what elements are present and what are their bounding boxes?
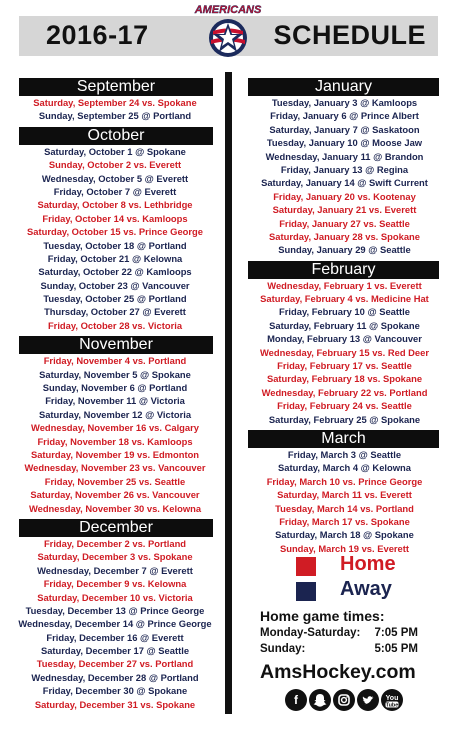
- legend-home: [296, 555, 436, 577]
- svg-text:You: You: [385, 695, 399, 702]
- logo-emblem-icon: [185, 4, 271, 64]
- game-entry: Wednesday, February 22 vs. Portland: [261, 386, 428, 398]
- schedule-title: SCHEDULE: [273, 20, 426, 50]
- svg-text:Tube: Tube: [385, 702, 399, 709]
- game-entry: Monday, February 13 @ Vancouver: [267, 333, 422, 345]
- season-year: 2016-17: [46, 20, 149, 50]
- game-entry: Friday, December 16 @ Everett: [46, 631, 184, 643]
- youtube-icon[interactable]: [381, 689, 403, 711]
- game-entry: Saturday, September 24 vs. Spokane: [33, 97, 197, 108]
- game-entry: Saturday, October 1 @ Spokane: [44, 145, 186, 157]
- game-time-value: 7:05 PM: [374, 627, 418, 639]
- game-entry: Sunday, October 23 @ Vancouver: [40, 279, 190, 291]
- game-entry: Friday, January 27 vs. Seattle: [279, 217, 410, 229]
- game-entry: Saturday, February 18 vs. Spokane: [266, 373, 423, 385]
- logo-wordmark: AMERICANS: [194, 4, 262, 16]
- game-time-label: Sunday:: [260, 643, 306, 655]
- game-entry: Friday, November 11 @ Victoria: [45, 395, 185, 407]
- game-entry: Tuesday, October 18 @ Portland: [43, 239, 187, 251]
- game-entry: Tuesday, January 10 @ Moose Jaw: [266, 137, 423, 149]
- game-entry: Sunday, January 29 @ Seattle: [278, 244, 411, 256]
- month-header-january: January: [248, 78, 439, 96]
- game-entry: Saturday, October 8 vs. Lethbridge: [37, 199, 193, 211]
- month-header-march: March: [248, 430, 439, 448]
- game-entry: Saturday, February 4 vs. Medicine Hat: [260, 293, 429, 305]
- game-entry: Friday, March 17 vs. Spokane: [279, 515, 410, 527]
- game-entry: Saturday, October 15 vs. Prince George: [27, 226, 203, 238]
- month-header-november: November: [19, 336, 213, 354]
- game-entry: Wednesday, November 23 vs. Vancouver: [24, 462, 206, 474]
- game-entry: Friday, October 21 @ Kelowna: [47, 252, 183, 264]
- game-entry: Friday, January 13 @ Regina: [280, 163, 409, 175]
- game-entry: Friday, January 6 @ Prince Albert: [270, 110, 419, 122]
- game-entry: Saturday, October 22 @ Kamloops: [38, 266, 192, 278]
- game-entry: Thursday, October 27 @ Everett: [44, 306, 186, 318]
- game-entry: Sunday, November 6 @ Portland: [42, 382, 188, 394]
- game-entry: Friday, November 18 vs. Kamloops: [37, 435, 193, 447]
- game-entry: Friday, December 2 vs. Portland: [43, 537, 187, 549]
- americans-logo: [185, 4, 271, 64]
- game-time-row: [260, 641, 440, 657]
- facebook-icon[interactable]: f: [285, 689, 307, 711]
- game-entry: Saturday, January 14 @ Swift Current: [261, 177, 428, 189]
- game-entry: Wednesday, February 15 vs. Red Deer: [260, 346, 429, 358]
- game-entry: Wednesday, October 5 @ Everett: [41, 172, 189, 184]
- game-entry: Saturday, March 11 vs. Everett: [277, 489, 412, 501]
- game-entry: Saturday, March 18 @ Spokane: [275, 529, 414, 541]
- game-entry: Sunday, March 19 vs. Everett: [279, 542, 410, 554]
- game-entry: Tuesday, March 14 vs. Portland: [275, 502, 414, 514]
- game-time-row: [260, 625, 440, 641]
- game-entry: Friday, March 3 @ Seattle: [287, 448, 402, 460]
- website-link[interactable]: AmsHockey.com: [260, 661, 416, 683]
- game-list-march: [248, 448, 439, 555]
- game-entry: Saturday, November 12 @ Victoria: [38, 408, 192, 420]
- game-entry: Saturday, November 26 vs. Vancouver: [30, 489, 200, 501]
- game-list-september: [19, 96, 213, 123]
- game-entry: Saturday, December 31 vs. Spokane: [34, 698, 196, 710]
- game-entry: Friday, November 25 vs. Seattle: [44, 475, 186, 487]
- game-entry: Saturday, November 5 @ Spokane: [39, 368, 191, 380]
- game-entry: Tuesday, January 3 @ Kamloops: [271, 97, 418, 108]
- game-entry: Tuesday, December 27 vs. Portland: [36, 658, 194, 670]
- game-entry: Wednesday, November 30 vs. Kelowna: [28, 502, 202, 514]
- month-header-october: October: [19, 127, 213, 145]
- home-legend-label: Home: [340, 553, 396, 575]
- game-entry: Saturday, January 28 vs. Spokane: [269, 230, 420, 242]
- game-time-value: 5:05 PM: [374, 643, 418, 655]
- game-entry: Tuesday, October 25 @ Portland: [43, 293, 187, 305]
- month-header-september: September: [19, 78, 213, 96]
- game-time-label: Monday-Saturday:: [260, 627, 361, 639]
- game-entry: Friday, December 9 vs. Kelowna: [43, 578, 187, 590]
- column-divider: [225, 72, 232, 714]
- game-list-february: [248, 279, 439, 426]
- game-entry: Friday, October 7 @ Everett: [53, 185, 177, 197]
- game-list-november: [19, 354, 213, 515]
- game-entry: Friday, December 30 @ Spokane: [42, 685, 188, 697]
- game-times-title: Home game times:: [260, 608, 385, 624]
- game-entry: Tuesday, December 13 @ Prince George: [25, 604, 205, 616]
- schedule-right-column: [248, 78, 439, 555]
- game-list-january: [248, 96, 439, 257]
- game-entry: Wednesday, January 11 @ Brandon: [265, 150, 424, 162]
- away-legend-label: Away: [340, 578, 392, 600]
- game-entry: Friday, February 10 @ Seattle: [279, 306, 410, 318]
- instagram-icon[interactable]: [333, 689, 355, 711]
- game-entry: Saturday, December 10 vs. Victoria: [37, 591, 193, 603]
- game-entry: Saturday, December 17 @ Seattle: [40, 645, 190, 657]
- game-entry: Friday, October 14 vs. Kamloops: [42, 212, 188, 224]
- home-swatch: [296, 557, 316, 576]
- game-entry: Saturday, February 25 @ Spokane: [268, 413, 421, 425]
- game-entry: Wednesday, December 28 @ Portland: [31, 671, 199, 683]
- game-entry: Wednesday, February 1 vs. Everett: [267, 279, 422, 291]
- legend-away: [296, 580, 436, 602]
- game-entry: Wednesday, December 14 @ Prince George: [18, 618, 212, 630]
- game-entry: Sunday, September 25 @ Portland: [38, 110, 192, 122]
- game-entry: Friday, February 24 vs. Seattle: [277, 400, 412, 412]
- game-entry: Friday, March 10 vs. Prince George: [266, 475, 423, 487]
- month-header-december: December: [19, 519, 213, 537]
- game-entry: Friday, November 4 vs. Portland: [43, 355, 187, 367]
- game-entry: Friday, January 20 vs. Kootenay: [273, 190, 416, 202]
- game-entry: Wednesday, November 16 vs. Calgary: [31, 422, 199, 434]
- home-game-times: [260, 607, 440, 657]
- snapchat-icon[interactable]: [309, 689, 331, 711]
- game-entry: Saturday, March 4 @ Kelowna: [278, 462, 411, 474]
- game-entry: Saturday, December 3 vs. Spokane: [37, 551, 193, 563]
- game-entry: Saturday, January 7 @ Saskatoon: [269, 123, 420, 135]
- game-entry: Wednesday, December 7 @ Everett: [37, 564, 193, 576]
- game-entry: Saturday, November 19 vs. Edmonton: [30, 448, 200, 460]
- month-header-february: February: [248, 261, 439, 279]
- game-entry: Friday, February 17 vs. Seattle: [277, 360, 412, 372]
- game-entry: Saturday, February 11 @ Spokane: [269, 319, 420, 331]
- game-entry: Friday, October 28 vs. Victoria: [47, 319, 183, 331]
- schedule-left-column: [19, 78, 213, 711]
- twitter-icon[interactable]: [357, 689, 379, 711]
- away-swatch: [296, 582, 316, 601]
- game-list-december: [19, 537, 213, 711]
- game-list-october: [19, 145, 213, 332]
- game-entry: Saturday, January 21 vs. Everett: [272, 204, 417, 216]
- game-entry: Sunday, October 2 vs. Everett: [48, 159, 182, 171]
